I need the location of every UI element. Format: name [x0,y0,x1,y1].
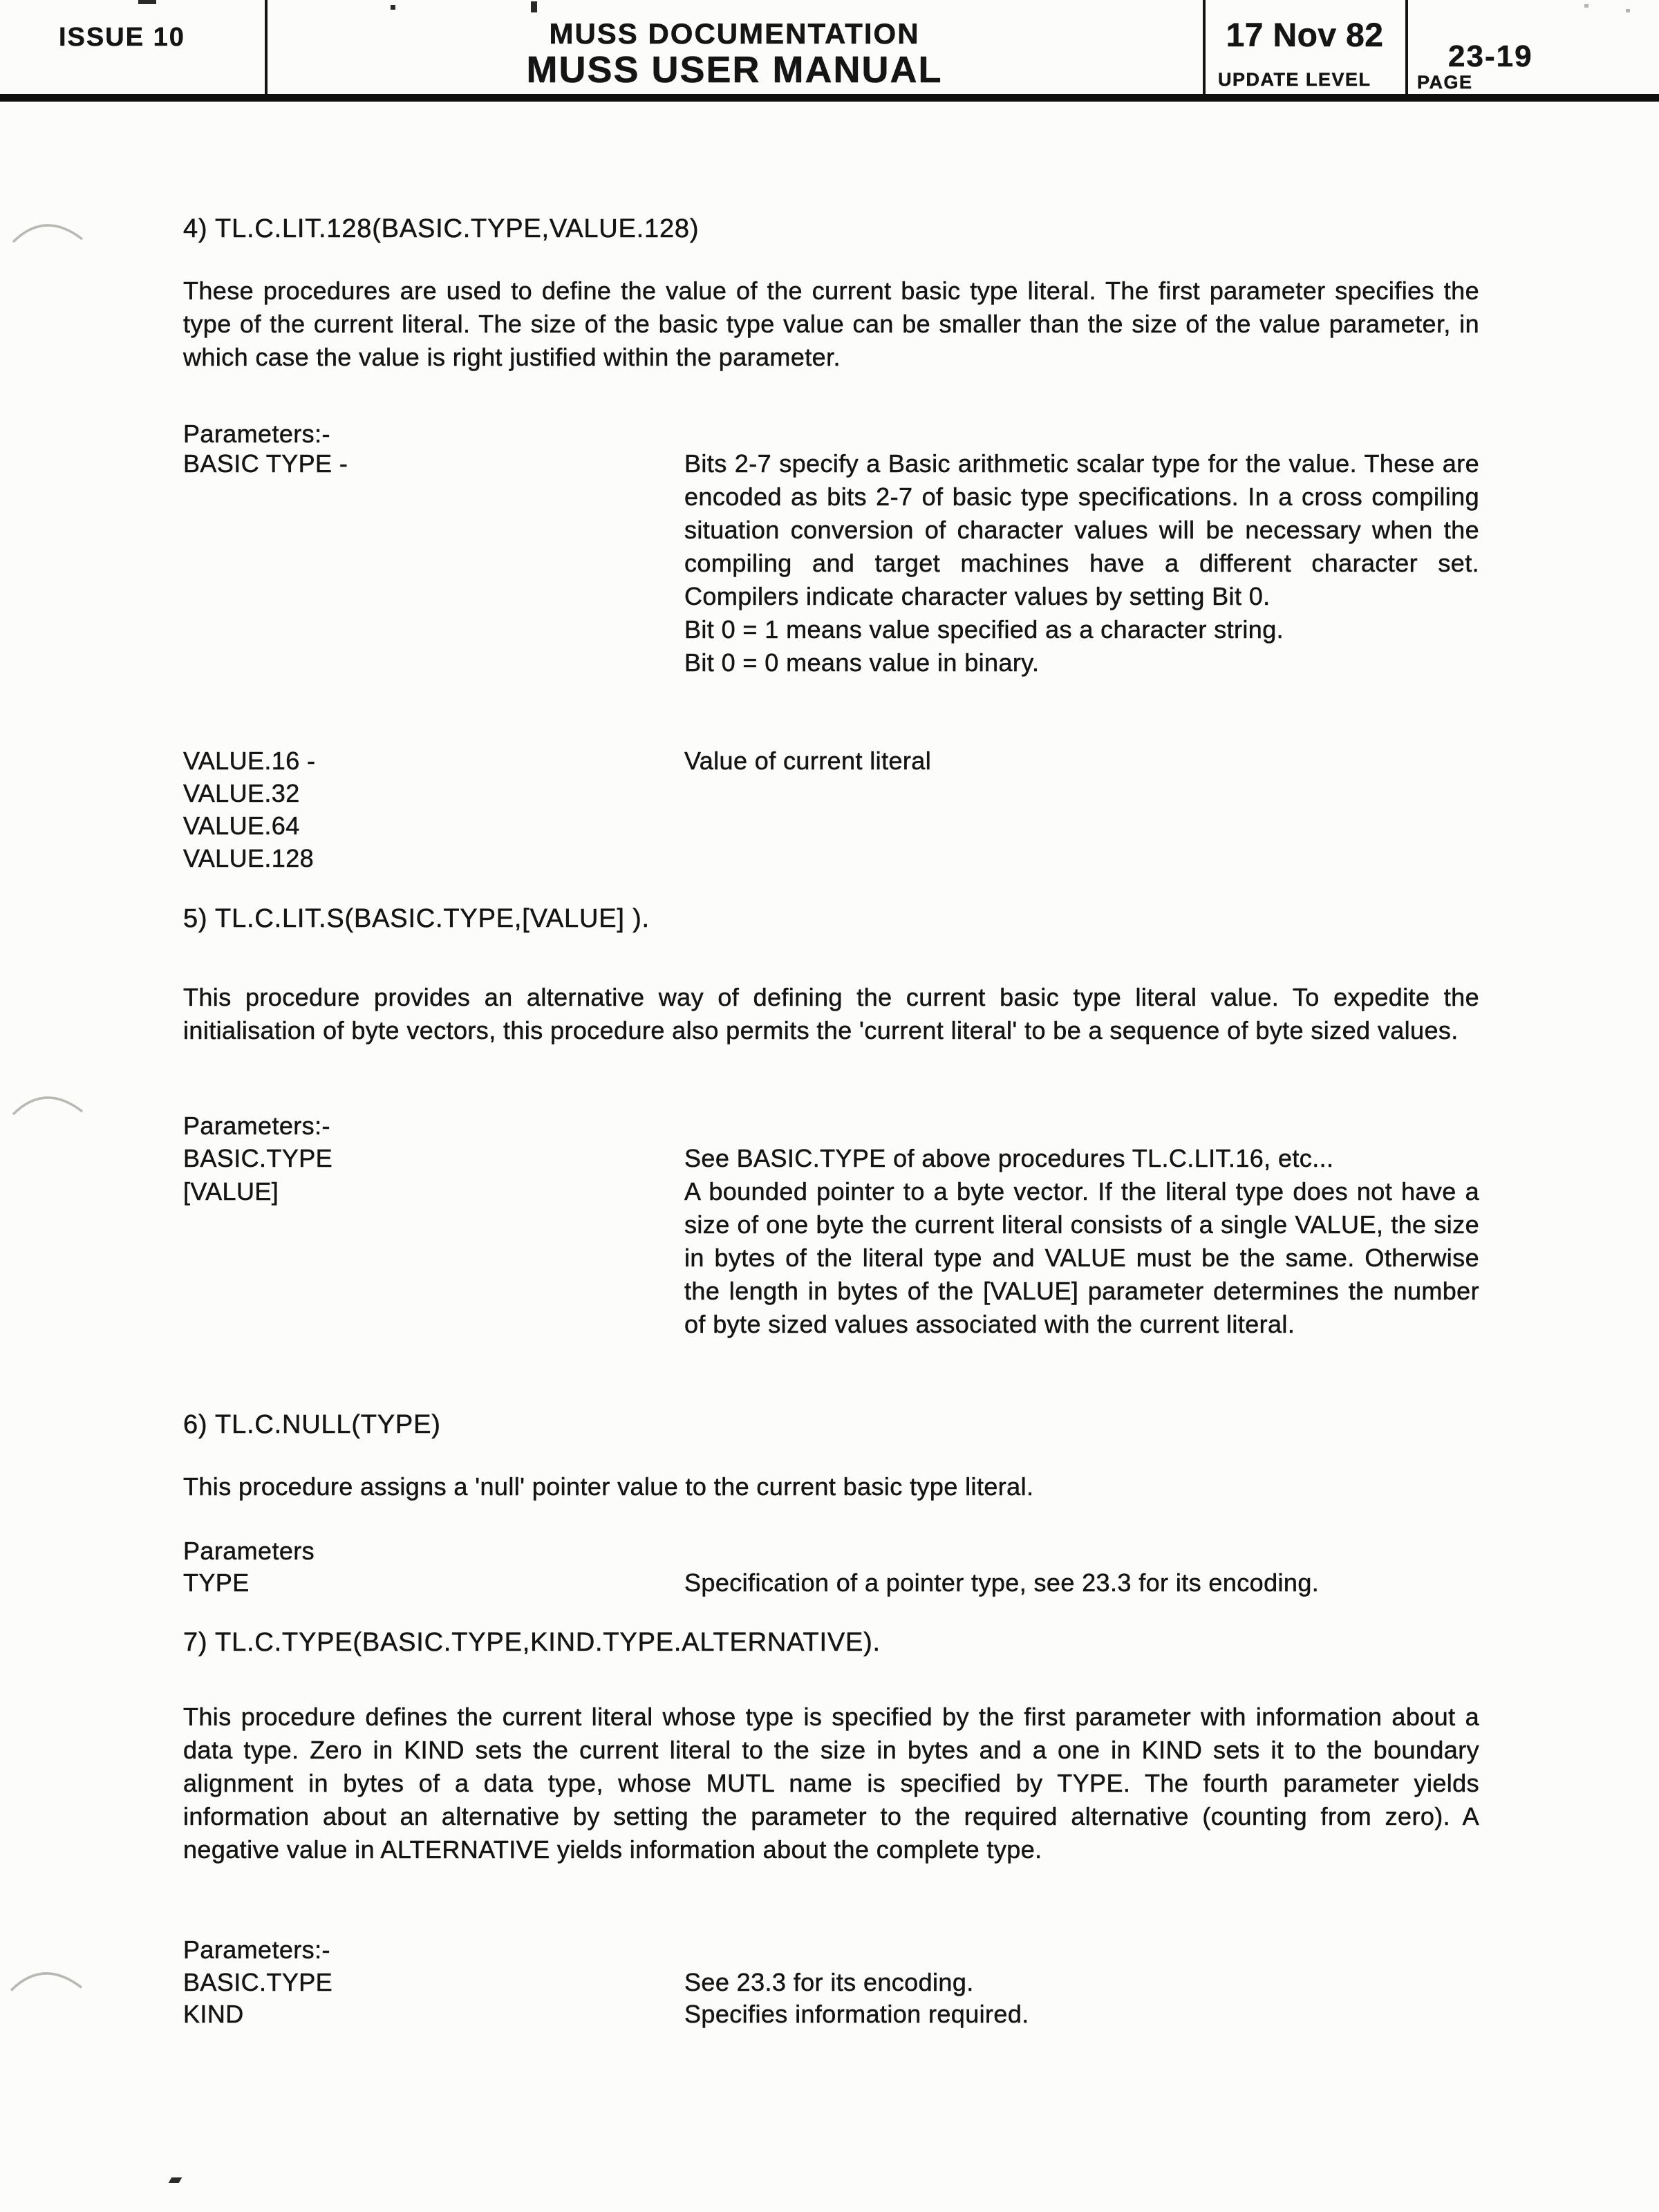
update-date: 17 Nov 82 [1226,17,1384,54]
param-row [183,447,1479,679]
param-row [183,1966,1479,1998]
scan-speck [1626,9,1630,12]
param-name: VALUE.128 [183,844,315,872]
update-level-label: UPDATE LEVEL [1218,69,1371,90]
scan-mark-arc [10,1078,86,1120]
param-desc: Specification of a pointer type, see 23.3 for its encoding. [684,1568,1320,1597]
section-paragraph: These procedures are used to define the value of the current basic type literal. The first parameter specifies the type of the current literal. The size of the basic type value can be smaller than the size of the value parameter, in which case the value is right justified within the parameter. [183,276,1479,371]
param-name: BASIC.TYPE [183,1144,333,1172]
section-heading: 4) TL.C.LIT.128(BASIC.TYPE,VALUE.128) [183,214,700,243]
page-label: PAGE [1417,72,1473,93]
param-desc: See 23.3 for its encoding. [684,1968,974,1996]
parameters-label: Parameters:- [183,1936,330,1964]
param-table [183,1142,1479,1341]
section-paragraph: This procedure provides an alternative way of defining the current basic type literal value. To expedite the initialisation of byte vectors, this procedure also permits the 'current literal' to be a sequence of byte sized values. [183,983,1479,1044]
param-desc [684,447,1479,679]
scan-mark-arc [8,1953,86,1996]
param-row [183,1142,1479,1175]
scan-speck [391,5,395,10]
section-paragraph: This procedure defines the current literal whose type is specified by the first parameter with information about a data type. Zero in KIND sets the current literal to the size in bytes and a one in KIND sets it to the boundary alignment in bytes of a data type, whose MUTL name is specified by TYPE. The fourth parameter yields information about an alternative by setting the parameter to the required alternative (counting from zero). A negative value in ALTERNATIVE yields information about the complete type. [183,1703,1479,1864]
scan-speck [169,2177,182,2183]
param-desc-text: Bits 2-7 specify a Basic arithmetic scalar type for the value. These are encoded as bits 2-7 of basic type specifications. In a cross compiling situation conversion of character values will be necessary when the compiling and target machines have a different character set. Compilers indicate character values by setting Bit 0. [684,449,1479,610]
param-note: Bit 0 = 0 means value in binary. [684,648,1040,677]
doc-title-line2: MUSS USER MANUAL [526,49,943,91]
param-row [183,809,1479,842]
scan-speck [531,1,537,12]
parameters-label: Parameters [183,1537,315,1565]
param-table [183,1966,1479,2031]
param-desc: Value of current literal [684,747,932,775]
header-divider-right [1405,0,1408,94]
param-row [183,1998,1479,2031]
doc-title [266,18,1203,90]
param-name: BASIC.TYPE [183,1968,333,1996]
param-desc: Specifies information required. [684,2000,1029,2028]
param-row [183,1175,1479,1341]
param-row [183,842,1479,874]
param-desc: A bounded pointer to a byte vector. If the literal type does not have a size of one byte the current literal consists of a single VALUE, the size in bytes of the literal type and VALUE must be the same. Otherwise the length in bytes of the [VALUE] parameter determines the number of byte sized values associated with the current literal. [684,1177,1479,1338]
param-name: VALUE.64 [183,812,300,840]
param-row [183,744,1479,777]
parameters-label: Parameters:- [183,420,330,448]
param-name: KIND [183,2000,244,2028]
param-table [183,447,1479,679]
parameters-label: Parameters:- [183,1112,330,1140]
param-desc: See BASIC.TYPE of above procedures TL.C.LIT.16, etc... [684,1144,1334,1172]
param-name: VALUE.32 [183,779,300,807]
section-heading: 7) TL.C.TYPE(BASIC.TYPE,KIND.TYPE.ALTERNATIVE). [183,1628,881,1657]
param-note: Bit 0 = 1 means value specified as a character string. [684,615,1284,644]
param-name: TYPE [183,1568,250,1597]
param-name: VALUE.16 - [183,747,316,775]
param-name: [VALUE] [183,1177,279,1206]
header-rule [0,94,1659,102]
param-name: BASIC TYPE - [183,449,348,478]
section-heading: 6) TL.C.NULL(TYPE) [183,1410,441,1439]
scan-speck [138,0,156,4]
section-heading: 5) TL.C.LIT.S(BASIC.TYPE,[VALUE] ). [183,904,650,933]
param-row [183,777,1479,809]
scan-mark-arc [10,206,86,247]
page-number: 23-19 [1448,39,1533,73]
param-row [183,1566,1479,1600]
value-param-table [183,744,1479,874]
issue-label: ISSUE 10 [59,23,185,52]
section-paragraph: This procedure assigns a 'null' pointer value to the current basic type literal. [183,1472,1034,1501]
doc-title-line1: MUSS DOCUMENTATION [549,17,920,50]
param-table [183,1566,1479,1600]
scan-speck [1584,4,1588,8]
